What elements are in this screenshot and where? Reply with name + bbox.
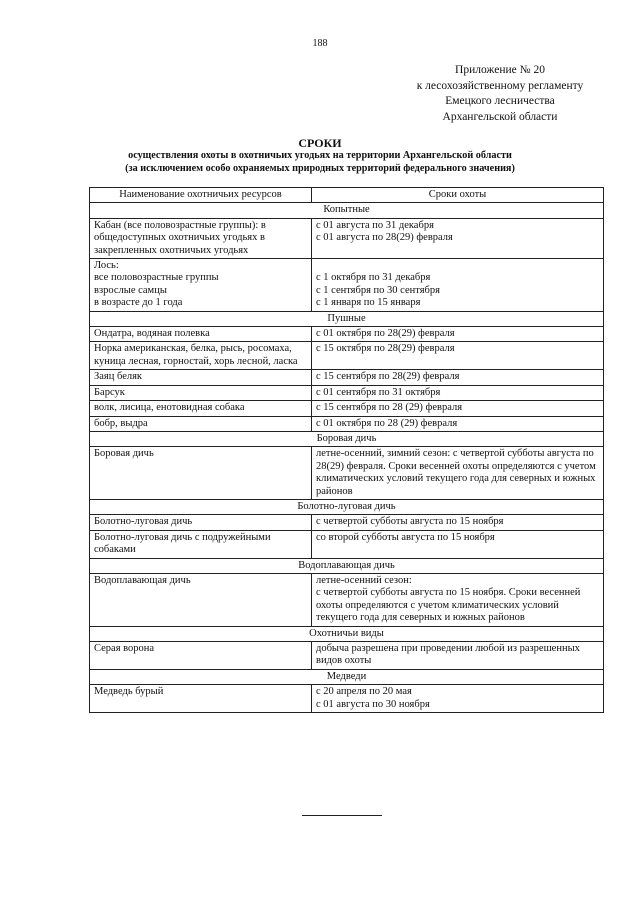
resource-name-cell xyxy=(90,327,312,342)
section-title: Пушные xyxy=(90,311,604,326)
resource-name-line: волк, лисица, енотовидная собака xyxy=(94,402,245,414)
resource-name-line: Водоплавающая дичь xyxy=(94,574,191,586)
hunting-period-cell xyxy=(312,342,604,370)
table-row xyxy=(90,401,604,416)
hunting-period-line: с 01 октября по 28 (29) февраля xyxy=(316,417,458,429)
hunting-period-cell xyxy=(312,685,604,713)
resource-name-cell xyxy=(90,218,312,258)
hunting-period-cell xyxy=(312,401,604,416)
section-title: Медведи xyxy=(90,669,604,684)
resource-name-line: все половозрастные группы xyxy=(94,272,219,284)
hunting-period-cell xyxy=(312,385,604,400)
resource-name-cell xyxy=(90,401,312,416)
document-subtitle xyxy=(0,150,640,175)
section-row xyxy=(90,499,604,514)
section-title: Копытные xyxy=(90,203,604,218)
column-header-resource: Наименование охотничьих ресурсов xyxy=(90,188,312,203)
table-header-row xyxy=(90,188,604,203)
footer-divider xyxy=(302,815,382,816)
hunting-period-line: с 01 августа по 30 ноября xyxy=(316,698,430,710)
hunting-period-cell xyxy=(312,259,604,312)
column-header-period: Сроки охоты xyxy=(312,188,604,203)
hunting-period-line: с 15 сентября по 28 (29) февраля xyxy=(316,402,463,414)
resource-name-line: Кабан (все половозрастные группы): в общедоступных охотничьих угодьях в закрепленных охотничьих угодьях xyxy=(94,219,266,256)
resource-name-cell xyxy=(90,370,312,385)
resource-name-line: взрослые самцы xyxy=(94,284,167,296)
resource-name-line: Боровая дичь xyxy=(94,448,154,460)
hunting-period-line: с 1 октября по 31 декабря xyxy=(316,272,431,284)
hunting-period-cell xyxy=(312,327,604,342)
resource-name-line: Норка американская, белка, рысь, росомаха, куница лесная, горностай, хорь лесной, ласка xyxy=(94,343,298,367)
hunting-period-line: с 01 августа по 31 декабря xyxy=(316,219,434,231)
hunting-period-line: с 01 октября по 28(29) февраля xyxy=(316,328,455,340)
appendix-line: Приложение № 20 xyxy=(455,64,545,76)
hunting-period-line: с 01 августа по 28(29) февраля xyxy=(316,232,453,244)
table-row xyxy=(90,342,604,370)
page-number: 188 xyxy=(312,38,328,49)
table-row xyxy=(90,515,604,530)
resource-name-cell xyxy=(90,385,312,400)
resource-name-line: Заяц беляк xyxy=(94,371,143,383)
appendix-line: Архангельской области xyxy=(442,110,558,123)
resource-name-cell xyxy=(90,515,312,530)
section-row xyxy=(90,203,604,218)
hunting-period-cell xyxy=(312,515,604,530)
resource-name-line: в возрасте до 1 года xyxy=(94,297,183,309)
hunting-period-cell xyxy=(312,573,604,626)
section-title: Болотно-луговая дичь xyxy=(90,499,604,514)
table-row xyxy=(90,573,604,626)
resource-name-cell xyxy=(90,416,312,431)
table-row xyxy=(90,370,604,385)
section-title: Водоплавающая дичь xyxy=(90,558,604,573)
table-row xyxy=(90,259,604,312)
resource-name-cell xyxy=(90,685,312,713)
hunting-terms-table xyxy=(89,187,604,713)
table-row xyxy=(90,416,604,431)
hunting-period-cell xyxy=(312,447,604,500)
resource-name-line: Болотно-луговая дичь с подружейными собаками xyxy=(94,531,271,556)
section-row xyxy=(90,669,604,684)
hunting-period-line: с 20 апреля по 20 мая xyxy=(316,686,412,698)
hunting-period-line: с 1 января по 15 января xyxy=(316,297,421,309)
resource-name-line: Серая ворона xyxy=(94,643,155,654)
appendix-line: к лесохозяйственному регламенту xyxy=(416,79,584,92)
section-row xyxy=(90,558,604,573)
appendix-line: Емецкого лесничества xyxy=(445,95,555,107)
resource-name-line: Ондатра, водяная полевка xyxy=(94,328,210,340)
hunting-period-cell xyxy=(312,642,604,670)
section-row xyxy=(90,431,604,446)
table-row xyxy=(90,685,604,713)
hunting-period-cell xyxy=(312,218,604,258)
table-row xyxy=(90,327,604,342)
hunting-period-line: летне-осенний, зимний сезон: с четвертой субботы августа по 28(29) февраля. Сроки весенней охоты определяются с учетом климатических условий текущего года для северных и южных районов xyxy=(316,448,596,497)
resource-name-cell xyxy=(90,342,312,370)
appendix-note xyxy=(380,63,620,125)
hunting-period-cell xyxy=(312,530,604,558)
table-row xyxy=(90,642,604,670)
resource-name-line: Барсук xyxy=(94,386,125,398)
hunting-period-cell xyxy=(312,370,604,385)
resource-name-line: Болотно-луговая дичь xyxy=(94,516,193,528)
table-row xyxy=(90,447,604,500)
hunting-period-cell xyxy=(312,416,604,431)
resource-name-cell xyxy=(90,642,312,670)
section-row xyxy=(90,626,604,641)
section-title: Охотничьи виды xyxy=(90,626,604,641)
table-body xyxy=(90,188,604,713)
hunting-period-line: с 01 сентября по 31 октября xyxy=(316,386,441,398)
section-title: Боровая дичь xyxy=(90,431,604,446)
resource-name-cell xyxy=(90,259,312,312)
hunting-period-line: с 15 октября по 28(29) февраля xyxy=(316,343,455,355)
resource-name-cell xyxy=(90,530,312,558)
table-row xyxy=(90,218,604,258)
subtitle-line: осуществления охоты в охотничьих угодьях на территории Архангельской области xyxy=(128,150,512,161)
resource-name-line: бобр, выдра xyxy=(94,417,148,429)
resource-name-cell xyxy=(90,447,312,500)
hunting-period-line xyxy=(316,260,599,272)
resource-name-line: Медведь бурый xyxy=(94,686,164,698)
hunting-period-line: с 1 сентября по 30 сентября xyxy=(316,284,440,296)
section-row xyxy=(90,311,604,326)
hunting-period-line: с четвертой субботы августа по 15 ноября xyxy=(316,516,504,528)
subtitle-line: (за исключением особо охраняемых природных территорий федерального значения) xyxy=(125,162,515,174)
hunting-period-line: со второй субботы августа по 15 ноября xyxy=(316,531,495,543)
table-row xyxy=(90,385,604,400)
resource-name-cell xyxy=(90,573,312,626)
hunting-period-line: с четвертой субботы августа по 15 ноября. Сроки весенней охоты определяются с учетом климатических условий текущего года для северных и южных районов xyxy=(316,587,581,624)
hunting-period-line: добыча разрешена при проведении любой из разрешенных видов охоты xyxy=(316,643,580,667)
document-title: СРОКИ xyxy=(298,136,342,150)
hunting-period-line: летне-осенний сезон: xyxy=(316,574,412,586)
table-row xyxy=(90,530,604,558)
resource-name-line: Лось: xyxy=(94,260,119,272)
hunting-period-line: с 15 сентября по 28(29) февраля xyxy=(316,371,460,383)
